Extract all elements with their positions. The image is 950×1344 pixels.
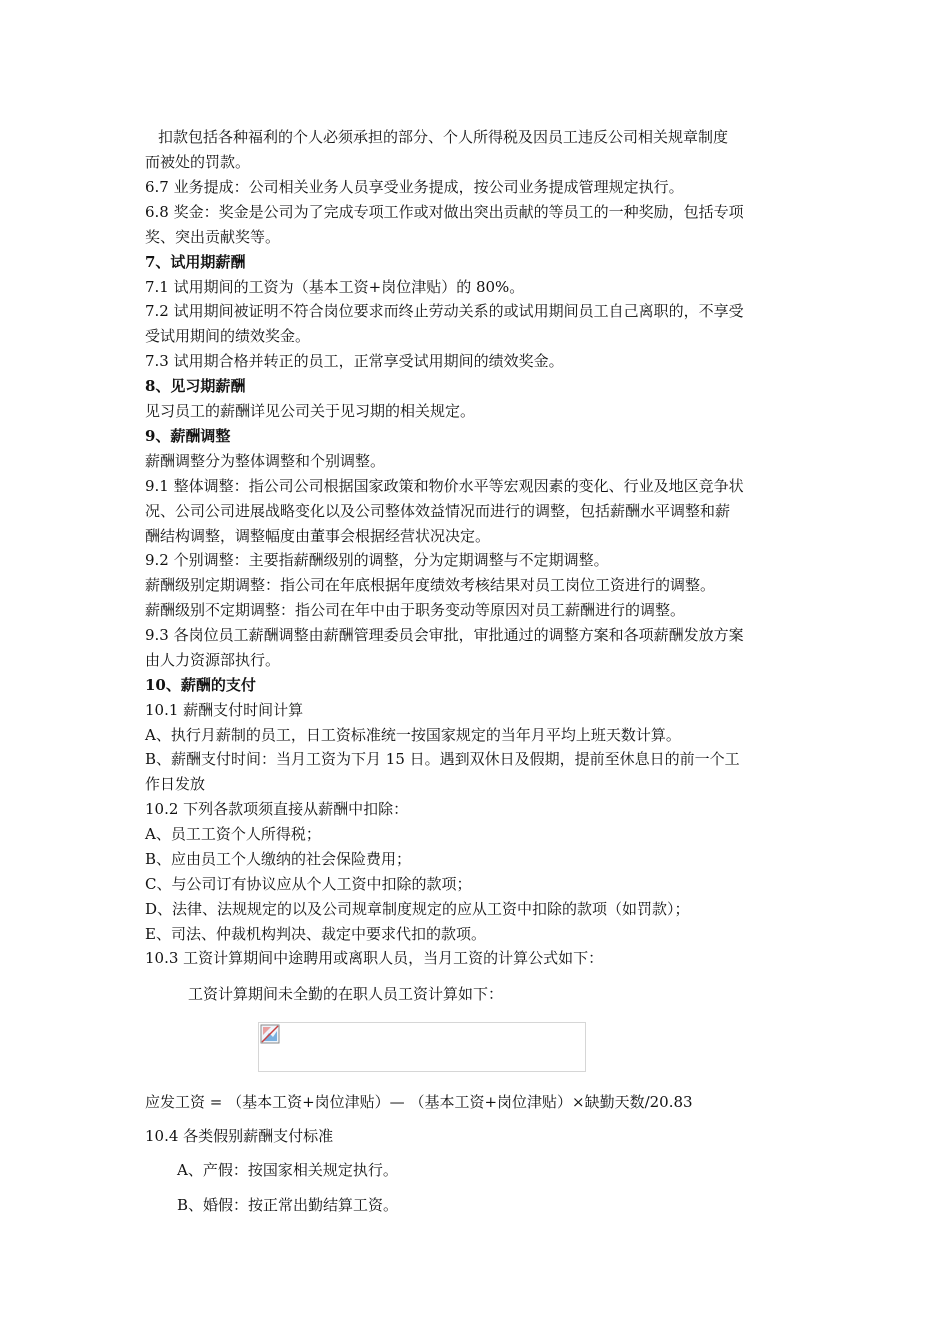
paragraph-line: 奖、突出贡献奖等。 xyxy=(145,228,281,246)
paragraph-line: 7.2 试用期间被证明不符合岗位要求而终止劳动关系的或试用期间员工自己离职的，不享受 xyxy=(145,302,744,320)
paragraph-line: 作日发放 xyxy=(145,775,206,793)
paragraph-line: 扣款包括各种福利的个人必须承担的部分、个人所得税及因员工违反公司相关规章制度 xyxy=(158,128,729,146)
paragraph-line: 7.1 试用期间的工资为（基本工资+岗位津贴）的 80%。 xyxy=(145,278,525,296)
salary-formula: 应发工资 = （基本工资+岗位津贴）— （基本工资+岗位津贴）×缺勤天数/20.83 xyxy=(145,1093,693,1111)
leave-item-marriage: B、婚假：按正常出勤结算工资。 xyxy=(177,1196,399,1214)
paragraph-line: 酬结构调整，调整幅度由董事会根据经营状况决定。 xyxy=(145,527,491,545)
paragraph-line: 薪酬级别不定期调整：指公司在年中由于职务变动等原因对员工薪酬进行的调整。 xyxy=(145,601,686,619)
paragraph-line: 而被处的罚款。 xyxy=(145,153,251,171)
list-item: E、司法、仲裁机构判决、裁定中要求代扣的款项。 xyxy=(145,925,486,943)
paragraph-line: A、执行月薪制的员工，日工资标准统一按国家规定的当年月平均上班天数计算。 xyxy=(145,726,681,744)
paragraph-line: 6.8 奖金：奖金是公司为了完成专项工作或对做出突出贡献的等员工的一种奖励，包括专项 xyxy=(145,203,744,221)
paragraph-line: 9.1 整体调整：指公司公司根据国家政策和物价水平等宏观因素的变化、行业及地区竞争状 xyxy=(145,477,744,495)
paragraph-line: 受试用期间的绩效奖金。 xyxy=(145,327,311,345)
leave-item-maternity: A、产假：按国家相关规定执行。 xyxy=(177,1161,398,1179)
section-heading: 7、试用期薪酬 xyxy=(145,253,246,271)
absent-note: 工资计算期间未全勤的在职人员工资计算如下： xyxy=(188,985,504,1003)
section-heading: 9、薪酬调整 xyxy=(145,427,231,445)
list-item: C、与公司订有协议应从个人工资中扣除的款项； xyxy=(145,875,472,893)
paragraph-line: 见习员工的薪酬详见公司关于见习期的相关规定。 xyxy=(145,402,476,420)
paragraph-line: 由人力资源部执行。 xyxy=(145,651,281,669)
list-item: A、员工工资个人所得税； xyxy=(145,825,321,843)
paragraph-line: 9.2 个别调整：主要指薪酬级别的调整，分为定期调整与不定期调整。 xyxy=(145,551,609,569)
section-heading: 8、见习期薪酬 xyxy=(145,377,246,395)
paragraph-line: 6.7 业务提成：公司相关业务人员享受业务提成，按公司业务提成管理规定执行。 xyxy=(145,178,684,196)
paragraph-line: 薪酬级别定期调整：指公司在年底根据年度绩效考核结果对员工岗位工资进行的调整。 xyxy=(145,576,716,594)
paragraph-line: 7.3 试用期合格并转正的员工，正常享受试用期间的绩效奖金。 xyxy=(145,352,564,370)
list-item: B、应由员工个人缴纳的社会保险费用； xyxy=(145,850,412,868)
paragraph-line: 10.1 薪酬支付时间计算 xyxy=(145,701,304,719)
embedded-image-placeholder xyxy=(258,1022,586,1072)
paragraph-line: B、薪酬支付时间：当月工资为下月 15 日。遇到双休日及假期，提前至休息日的前一个工 xyxy=(145,750,740,768)
paragraph-line: 9.3 各岗位员工薪酬调整由薪酬管理委员会审批，审批通过的调整方案和各项薪酬发放方案 xyxy=(145,626,744,644)
paragraph-line: 10.2 下列各款项须直接从薪酬中扣除： xyxy=(145,800,409,818)
paragraph-line: 况、公司公司进展战略变化以及公司整体效益情况而进行的调整，包括薪酬水平调整和薪 xyxy=(145,502,731,520)
paragraph-line: 10.3 工资计算期间中途聘用或离职人员，当月工资的计算公式如下： xyxy=(145,949,604,967)
section-10-4-title: 10.4 各类假别薪酬支付标准 xyxy=(145,1127,334,1145)
section-heading: 10、薪酬的支付 xyxy=(145,676,256,694)
paragraph-line: 薪酬调整分为整体调整和个别调整。 xyxy=(145,452,386,470)
list-item: D、法律、法规规定的以及公司规章制度规定的应从工资中扣除的款项（如罚款）； xyxy=(145,900,690,918)
broken-image-icon xyxy=(260,1024,280,1044)
